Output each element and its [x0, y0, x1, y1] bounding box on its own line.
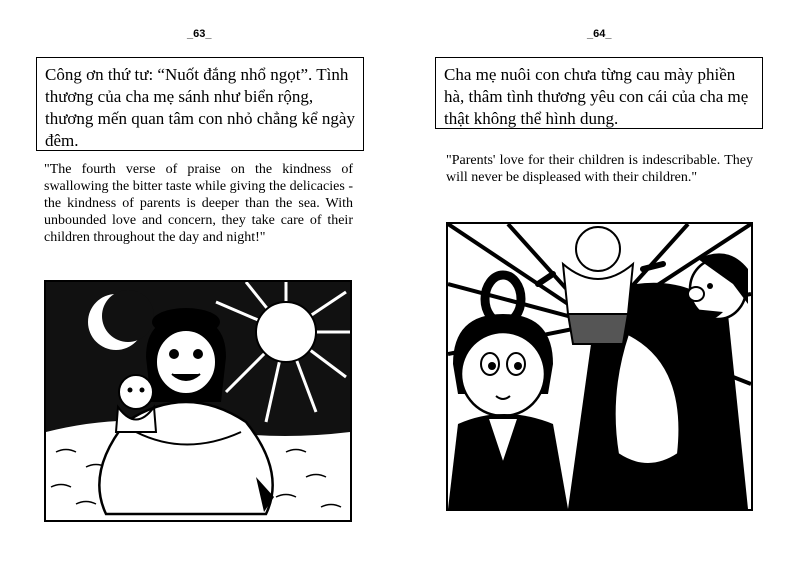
parents-and-baby-illustration — [448, 224, 751, 509]
left-page-number: _63_ — [187, 28, 212, 40]
baby-face — [576, 227, 620, 271]
left-vietnamese-caption: Công ơn thứ tư: “Nuốt đắng nhổ ngọt”. Tình thương của cha mẹ sánh như biển rộng, thương mến quan tâm con nhỏ chẳng kể ngày đêm. — [36, 57, 364, 151]
child-face — [119, 375, 153, 409]
right-page-number: _64_ — [587, 28, 612, 40]
sun-icon — [256, 302, 316, 362]
left-comic-panel — [44, 280, 352, 522]
mother-and-child-illustration — [46, 282, 350, 520]
right-english-caption: "Parents' love for their children is indescribable. They will never be displeased with their children." — [446, 153, 753, 185]
mother-face — [461, 332, 545, 416]
right-vietnamese-caption: Cha mẹ nuôi con chưa từng cau mày phiền hà, thâm tình thương yêu con cái của cha mẹ thật không thể hình dung. — [435, 57, 763, 129]
right-comic-panel — [446, 222, 753, 511]
mother-face — [156, 330, 216, 394]
left-english-caption: "The fourth verse of praise on the kindness of swallowing the bitter taste while giving the delicacies - the kindness of parents is deeper than the sea. With unbounded love and concern, they take care of their children throughout the day and night!" — [44, 162, 353, 245]
